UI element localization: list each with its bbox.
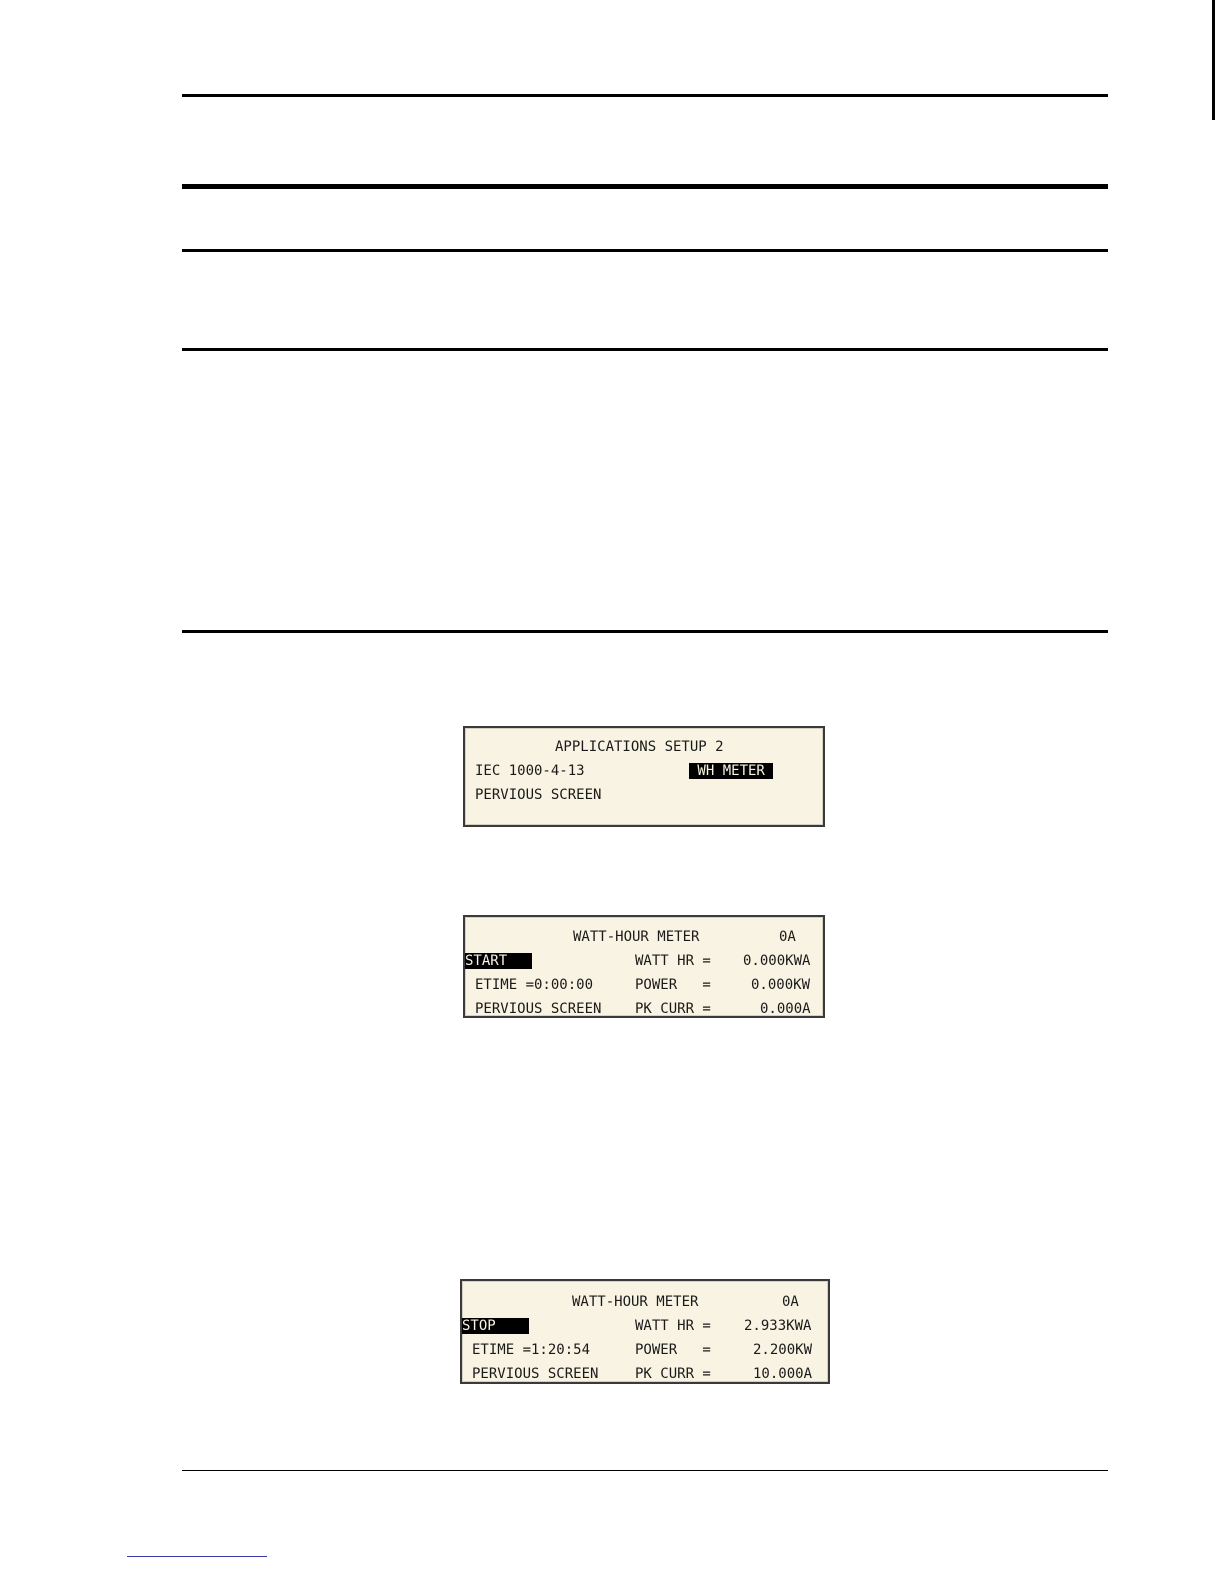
lcd-applications-setup-2 <box>463 726 825 827</box>
header-rule-top <box>182 94 1108 97</box>
lcd-title: WATT-HOUR METER <box>573 929 700 945</box>
section-rule-3 <box>182 348 1108 351</box>
pk-curr-value: 10.000A <box>753 1366 813 1382</box>
footer-link-underline[interactable] <box>127 1556 267 1557</box>
lcd-title: WATT-HOUR METER <box>572 1294 699 1310</box>
lcd-watt-hour-meter-start <box>463 915 825 1018</box>
section-rule-4 <box>182 630 1108 633</box>
page-edge-marker <box>1212 0 1215 120</box>
elapsed-time: ETIME =1:20:54 <box>472 1342 591 1358</box>
power-label: POWER = <box>635 977 711 993</box>
menu-item-previous-screen[interactable]: PERVIOUS SCREEN <box>472 1366 599 1382</box>
watt-hr-value: 0.000KWA <box>743 953 811 969</box>
pk-curr-label: PK CURR = <box>635 1001 711 1017</box>
menu-item-wh-meter[interactable]: WH METER <box>689 763 774 779</box>
elapsed-time: ETIME =0:00:00 <box>475 977 594 993</box>
pk-curr-label: PK CURR = <box>635 1366 711 1382</box>
section-rule-thick <box>182 184 1108 189</box>
menu-item-previous-screen[interactable]: PERVIOUS SCREEN <box>475 1001 602 1017</box>
watt-hr-label: WATT HR = <box>635 1318 711 1334</box>
current-range: 0A <box>782 1294 799 1310</box>
watt-hr-label: WATT HR = <box>635 953 711 969</box>
menu-item-previous-screen[interactable]: PERVIOUS SCREEN <box>475 787 602 803</box>
start-button[interactable]: START <box>465 953 533 969</box>
section-rule-2 <box>182 249 1108 252</box>
power-value: 2.200KW <box>753 1342 813 1358</box>
menu-item-iec-1000-4-13[interactable]: IEC 1000-4-13 <box>475 763 585 779</box>
footer-rule <box>182 1470 1108 1471</box>
lcd-title: APPLICATIONS SETUP 2 <box>555 739 724 755</box>
lcd-watt-hour-meter-stop <box>460 1279 830 1384</box>
watt-hr-value: 2.933KWA <box>744 1318 812 1334</box>
power-label: POWER = <box>635 1342 711 1358</box>
stop-button[interactable]: STOP <box>462 1318 530 1334</box>
power-value: 0.000KW <box>751 977 811 993</box>
current-range: 0A <box>779 929 796 945</box>
pk-curr-value: 0.000A <box>760 1001 811 1017</box>
